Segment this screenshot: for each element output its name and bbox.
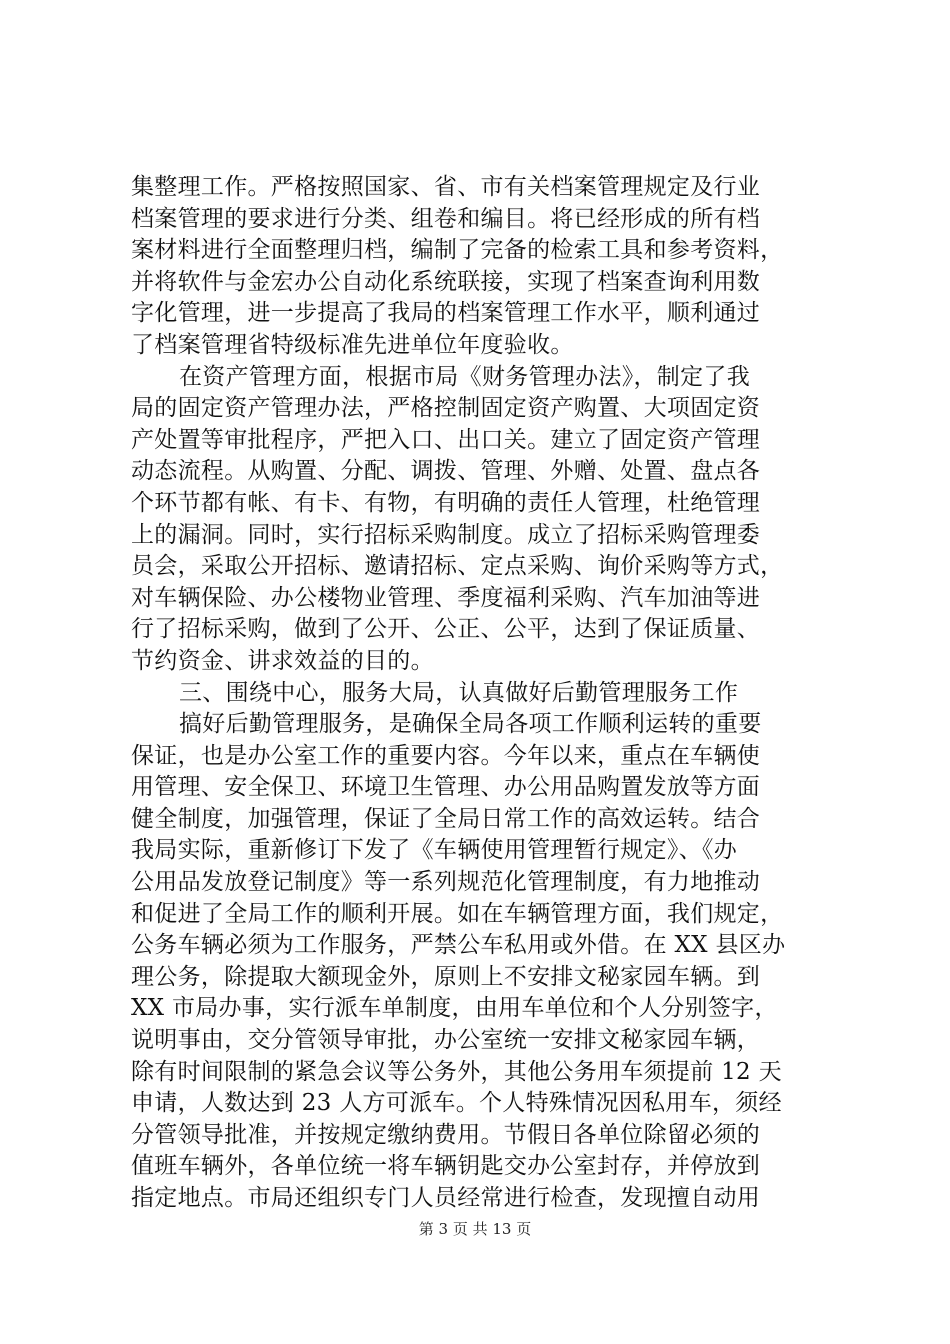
text-line: 保证，也是办公室工作的重要内容。今年以来，重点在车辆使	[131, 742, 761, 769]
text-line: 和促进了全局工作的顺利开展。如在车辆管理方面，我们规定，	[131, 900, 784, 927]
text-line: 三、围绕中心，服务大局，认真做好后勤管理服务工作	[179, 679, 739, 706]
text-line: 在资产管理方面，根据市局《财务管理办法》，制定了我	[179, 363, 750, 390]
text-line: 局的固定资产管理办法，严格控制固定资产购置、大项固定资	[131, 395, 761, 422]
text-line: 我局实际，重新修订下发了《车辆使用管理暂行规定》、《办	[131, 837, 738, 864]
page-number-footer: 第 3 页 共 13 页	[418, 1220, 532, 1238]
text-line: 对车辆保险、办公楼物业管理、季度福利采购、汽车加油等进	[131, 584, 761, 611]
text-line: 节约资金、讲求效益的目的。	[131, 647, 434, 674]
text-line: 分管领导批准，并按规定缴纳费用。节假日各单位除留必须的	[131, 1121, 761, 1148]
text-line: 字化管理，进一步提高了我局的档案管理工作水平，顺利通过	[131, 300, 761, 327]
text-line: 行了招标采购，做到了公开、公正、公平，达到了保证质量、	[131, 616, 761, 643]
text-line: 公用品发放登记制度》等一系列规范化管理制度，有力地推动	[131, 869, 761, 896]
text-line: 指定地点。市局还组织专门人员经常进行检查，发现擅自动用	[131, 1185, 761, 1211]
text-line: 员会，采取公开招标、邀请招标、定点采购、询价采购等方式，	[131, 553, 784, 580]
text-line: 个环节都有帐、有卡、有物，有明确的责任人管理，杜绝管理	[131, 489, 761, 516]
text-line: 理公务，除提取大额现金外，原则上不安排文秘家园车辆。到	[131, 963, 761, 990]
text-line: XX 市局办事，实行派车单制度，由用车单位和个人分别签字，	[131, 995, 778, 1022]
text-line: 除有时间限制的紧急会议等公务外，其他公务用车须提前 12 天	[131, 1058, 782, 1085]
document-body	[131, 172, 831, 1215]
text-line: 动态流程。从购置、分配、调拨、管理、外赠、处置、盘点各	[131, 458, 761, 485]
text-line: 值班车辆外，各单位统一将车辆钥匙交办公室封存，并停放到	[131, 1153, 761, 1180]
text-line: 上的漏洞。同时，实行招标采购制度。成立了招标采购管理委	[131, 521, 761, 548]
text-line: 用管理、安全保卫、环境卫生管理、办公用品购置发放等方面	[131, 774, 761, 801]
text-line: 了档案管理省特级标准先进单位年度验收。	[131, 331, 574, 358]
text-line: 产处置等审批程序，严把入口、出口关。建立了固定资产管理	[131, 426, 761, 453]
text-line: 健全制度，加强管理，保证了全局日常工作的高效运转。结合	[131, 805, 761, 832]
text-line: 搞好后勤管理服务，是确保全局各项工作顺利运转的重要	[179, 711, 762, 738]
text-line: 申请，人数达到 23 人方可派车。个人特殊情况因私用车，须经	[131, 1090, 782, 1117]
text-line: 案材料进行全面整理归档，编制了完备的检索工具和参考资料，	[131, 237, 784, 264]
text-line: 公务车辆必须为工作服务，严禁公车私用或外借。在 XX 县区办	[131, 932, 786, 959]
text-line: 档案管理的要求进行分类、组卷和编目。将已经形成的所有档	[131, 205, 761, 232]
text-line: 说明事由，交分管领导审批，办公室统一安排文秘家园车辆，	[131, 1027, 761, 1054]
text-line: 集整理工作。严格按照国家、省、市有关档案管理规定及行业	[131, 174, 761, 200]
text-line: 并将软件与金宏办公自动化系统联接，实现了档案查询利用数	[131, 268, 761, 295]
